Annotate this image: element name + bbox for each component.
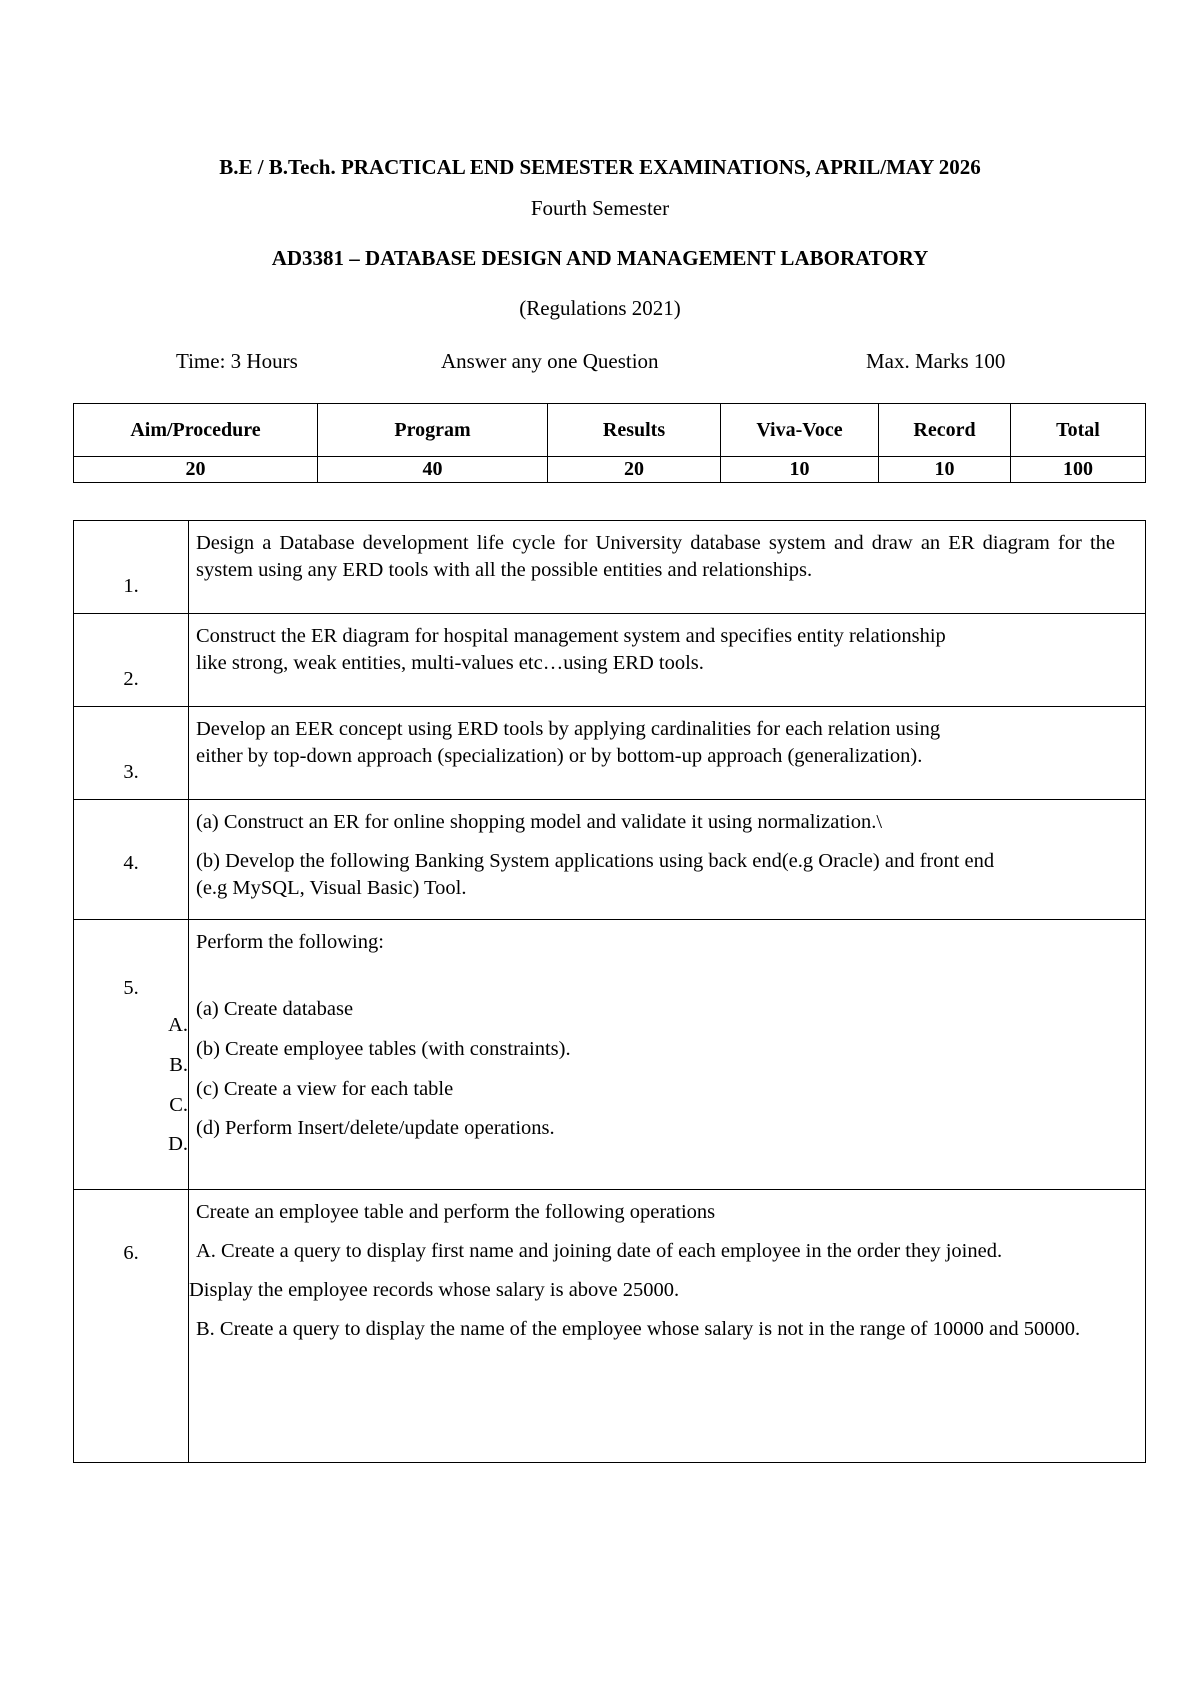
question-number: 5. (123, 977, 139, 999)
marks-table (73, 403, 1146, 483)
question-part-b-line: (e.g MySQL, Visual Basic) Tool. (196, 877, 467, 899)
question-number-cell (74, 920, 189, 1190)
question-row (74, 521, 1146, 614)
marks-header-cell: Program (318, 404, 548, 457)
question-text: Design a Database development life cycle for University database system and draw an ER diagram for the system using any ERD tools with all the possible entities and relationships. (196, 532, 1115, 581)
question-intro: Create an employee table and perform the following operations (196, 1201, 716, 1223)
sub-item-letter: C. (169, 1094, 188, 1116)
question-part-a: A. Create a query to display first name and joining date of each employee in the order they joined. (196, 1240, 1003, 1262)
question-text-line: Develop an EER concept using ERD tools by applying cardinalities for each relation using (196, 718, 941, 740)
question-part-a: (a) Construct an ER for online shopping model and validate it using normalization.\ (196, 811, 883, 833)
marks-value-cell: 10 (721, 457, 879, 483)
question-text-cell (189, 707, 1146, 800)
marks-header-cell: Record (879, 404, 1011, 457)
question-row (74, 614, 1146, 707)
question-number: 2. (123, 668, 139, 690)
question-text-cell (189, 614, 1146, 707)
question-text-cell (189, 1190, 1146, 1463)
marks-value-cell: 40 (318, 457, 548, 483)
question-number: 4. (123, 852, 139, 874)
question-text-cell (189, 521, 1146, 614)
question-part-b: B. Create a query to display the name of the employee whose salary is not in the range of 10000 and 50000. (196, 1318, 1081, 1340)
sub-item-text: (c) Create a view for each table (196, 1078, 454, 1100)
question-text-line: like strong, weak entities, multi-values etc…using ERD tools. (196, 652, 704, 674)
question-display-line: Display the employee records whose salary is above 25000. (189, 1279, 680, 1301)
question-text-line: Construct the ER diagram for hospital management system and specifies entity relationship (196, 625, 946, 647)
sub-item-text: (b) Create employee tables (with constraints). (196, 1038, 571, 1060)
question-row (74, 800, 1146, 920)
question-text-cell (189, 920, 1146, 1190)
marks-value-cell: 20 (548, 457, 721, 483)
sub-item-text: (d) Perform Insert/delete/update operations. (196, 1117, 555, 1139)
answer-instruction: Answer any one Question (441, 349, 659, 373)
sub-item-letter: D. (168, 1133, 188, 1155)
question-row (74, 920, 1146, 1190)
marks-value-cell: 100 (1011, 457, 1146, 483)
sub-item-letter: A. (168, 1014, 188, 1036)
question-number-cell (74, 707, 189, 800)
marks-header-cell: Viva-Voce (721, 404, 879, 457)
marks-value-cell: 10 (879, 457, 1011, 483)
sub-item-text: (a) Create database (196, 998, 354, 1020)
semester: Fourth Semester (530, 196, 670, 220)
question-row (74, 1190, 1146, 1463)
marks-header-row (74, 404, 1146, 457)
exam-title: B.E / B.Tech. PRACTICAL END SEMESTER EXAMINATIONS, APRIL/MAY 2026 (219, 155, 981, 179)
marks-header-cell: Aim/Procedure (74, 404, 318, 457)
exam-duration: Time: 3 Hours (176, 349, 298, 373)
marks-value-row (74, 457, 1146, 483)
question-number: 1. (123, 575, 139, 597)
max-marks: Max. Marks 100 (866, 349, 1006, 373)
question-text-line: either by top-down approach (specialization) or by bottom-up approach (generalization). (196, 745, 923, 767)
question-number-cell (74, 614, 189, 707)
regulations: (Regulations 2021) (519, 296, 681, 320)
sub-item-letter: B. (169, 1054, 188, 1076)
question-number: 6. (123, 1242, 139, 1264)
marks-header-cell: Results (548, 404, 721, 457)
marks-header-cell: Total (1011, 404, 1146, 457)
question-text-cell (189, 800, 1146, 920)
marks-value-cell: 20 (74, 457, 318, 483)
question-row (74, 707, 1146, 800)
question-number-cell (74, 521, 189, 614)
question-number-cell (74, 1190, 189, 1463)
questions-table (73, 520, 1146, 1463)
course-title: AD3381 – DATABASE DESIGN AND MANAGEMENT LABORATORY (271, 246, 929, 270)
question-number-cell (74, 800, 189, 920)
question-intro: Perform the following: (196, 931, 384, 953)
question-number: 3. (123, 761, 139, 783)
question-part-b-line: (b) Develop the following Banking System applications using back end(e.g Oracle) and front end (196, 850, 995, 872)
